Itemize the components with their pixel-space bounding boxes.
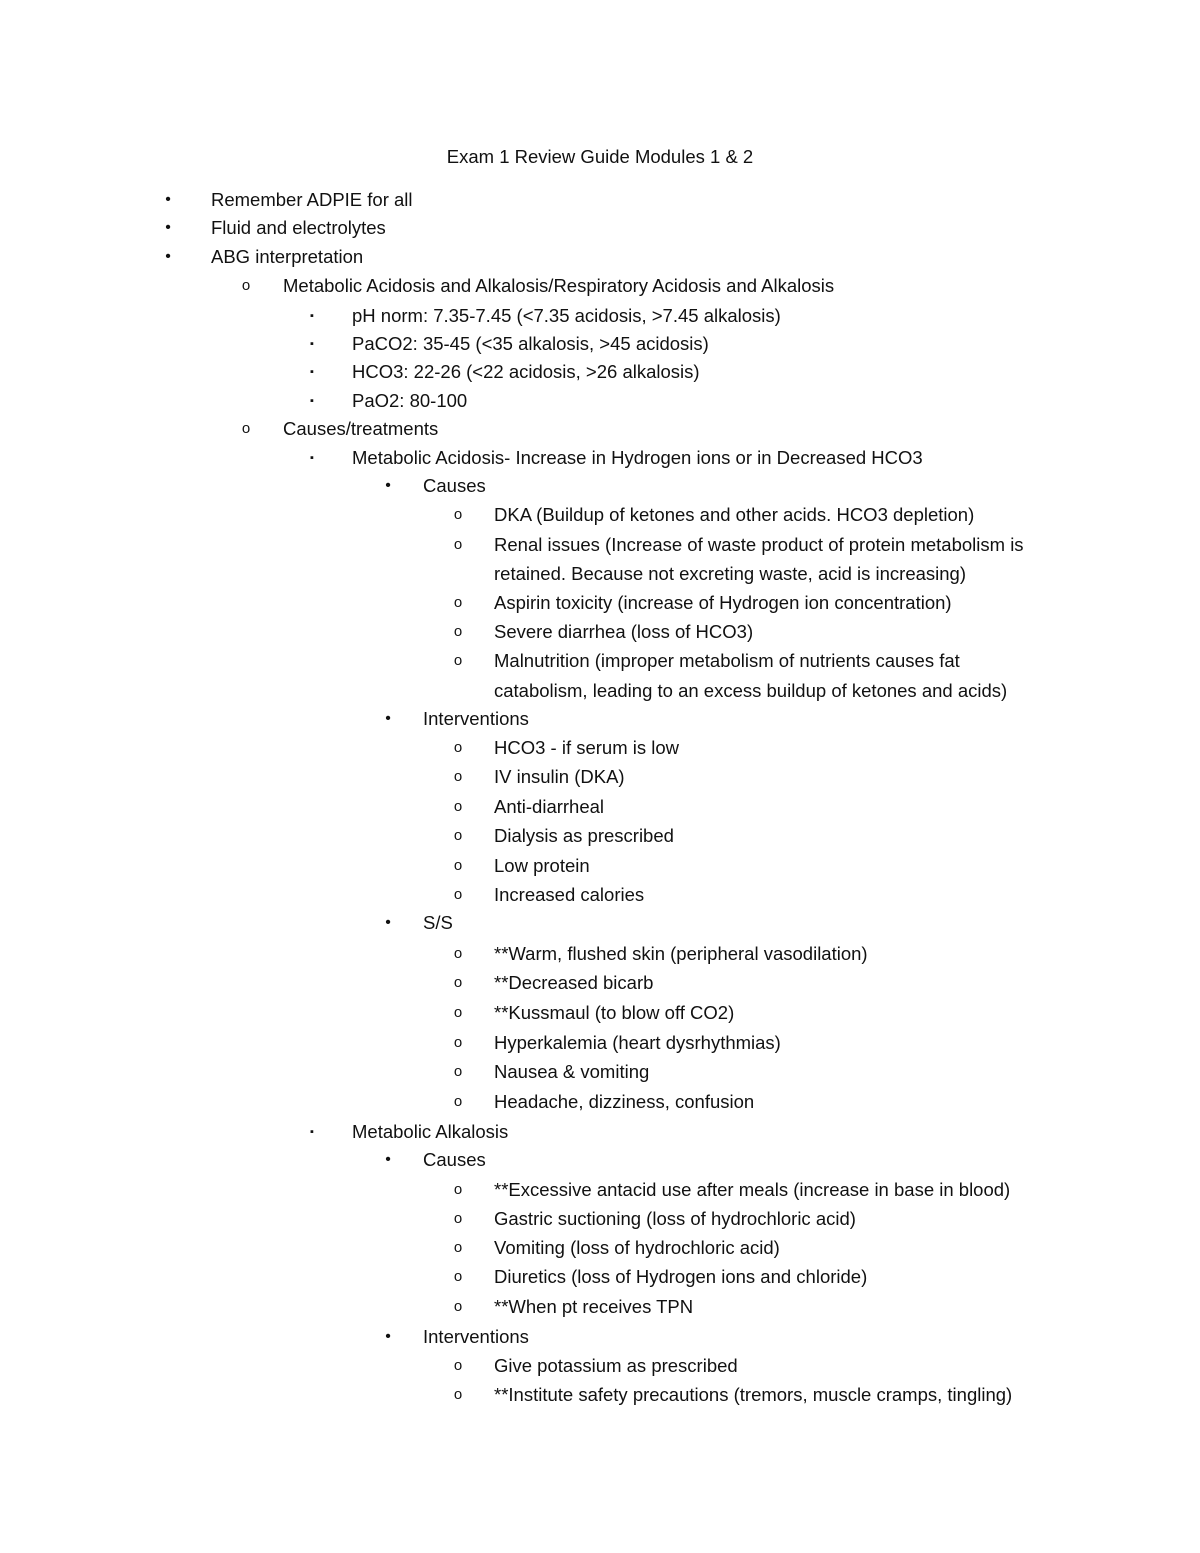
outline-item-text: **Warm, flushed skin (peripheral vasodilation) (494, 943, 868, 964)
bullet-icon: • (165, 219, 171, 236)
outline-item-text: **Institute safety precautions (tremors, muscle cramps, tingling) (494, 1384, 1013, 1405)
bullet-icon: • (385, 1328, 391, 1345)
bullet-icon: o (453, 594, 463, 611)
outline-item-text: HCO3 - if serum is low (494, 737, 680, 758)
outline-item-text: Headache, dizziness, confusion (494, 1091, 755, 1112)
outline-item-text: Interventions (423, 708, 529, 729)
bullet-icon: o (453, 536, 463, 553)
bullet-icon: ▪ (310, 452, 314, 464)
outline-item-text: Severe diarrhea (loss of HCO3) (494, 621, 754, 642)
bullet-icon: o (453, 652, 463, 669)
outline-item-text: Aspirin toxicity (increase of Hydrogen ion concentration) (494, 592, 952, 613)
outline-item-text: Hyperkalemia (heart dysrhythmias) (494, 1032, 781, 1053)
outline-item-text: S/S (423, 912, 453, 933)
bullet-icon: ▪ (310, 338, 314, 350)
bullet-icon: o (453, 886, 463, 903)
outline-item-text: retained. Because not excreting waste, acid is increasing) (494, 563, 967, 584)
bullet-icon: o (453, 1210, 463, 1227)
bullet-icon: • (385, 914, 391, 931)
outline-item-text: **Kussmaul (to blow off CO2) (494, 1002, 735, 1023)
bullet-icon: • (385, 710, 391, 727)
bullet-icon: • (165, 191, 171, 208)
outline-item-text: **Decreased bicarb (494, 972, 654, 993)
bullet-icon: o (453, 1239, 463, 1256)
outline-item-text: Causes (423, 475, 486, 496)
outline-item-text: Give potassium as prescribed (494, 1355, 738, 1376)
bullet-icon: o (453, 1063, 463, 1080)
bullet-icon: o (453, 857, 463, 874)
outline-item-text: HCO3: 22-26 (<22 acidosis, >26 alkalosis) (352, 361, 700, 382)
bullet-icon: o (241, 277, 251, 294)
outline-item-text: ABG interpretation (211, 246, 364, 267)
outline-item-text: Increased calories (494, 884, 645, 905)
bullet-icon: ▪ (310, 366, 314, 378)
outline-item-text: Dialysis as prescribed (494, 825, 674, 846)
document-title: Exam 1 Review Guide Modules 1 & 2 (446, 146, 754, 167)
outline-item-text: Metabolic Alkalosis (352, 1121, 509, 1142)
bullet-icon: o (453, 798, 463, 815)
bullet-icon: o (453, 1181, 463, 1198)
bullet-icon: • (385, 1151, 391, 1168)
outline-item-text: Gastric suctioning (loss of hydrochloric acid) (494, 1208, 856, 1229)
bullet-icon: o (453, 1268, 463, 1285)
outline-item-text: Low protein (494, 855, 590, 876)
bullet-icon: • (385, 477, 391, 494)
outline-item-text: Metabolic Acidosis- Increase in Hydrogen ions or in Decreased HCO3 (352, 447, 923, 468)
outline-item-text: Causes/treatments (283, 418, 439, 439)
bullet-icon: o (453, 1004, 463, 1021)
bullet-icon: o (453, 945, 463, 962)
bullet-icon: o (453, 623, 463, 640)
bullet-icon: ▪ (310, 395, 314, 407)
bullet-icon: ▪ (310, 1126, 314, 1138)
outline-item-text: **When pt receives TPN (494, 1296, 694, 1317)
bullet-icon: o (241, 420, 251, 437)
outline-item-text: catabolism, leading to an excess buildup of ketones and acids) (494, 680, 1008, 701)
bullet-icon: o (453, 1386, 463, 1403)
outline-item-text: Causes (423, 1149, 486, 1170)
bullet-icon: ▪ (310, 310, 314, 322)
bullet-icon: • (165, 248, 171, 265)
outline-item-text: Nausea & vomiting (494, 1061, 650, 1082)
outline-item-text: Remember ADPIE for all (211, 189, 413, 210)
outline-item-text: Diuretics (loss of Hydrogen ions and chloride) (494, 1266, 868, 1287)
outline-item-text: Fluid and electrolytes (211, 217, 386, 238)
bullet-icon: o (453, 974, 463, 991)
outline-item-text: pH norm: 7.35-7.45 (<7.35 acidosis, >7.45 alkalosis) (352, 305, 781, 326)
outline-item-text: **Excessive antacid use after meals (increase in base in blood) (494, 1179, 1011, 1200)
bullet-icon: o (453, 827, 463, 844)
outline-item-text: Metabolic Acidosis and Alkalosis/Respiratory Acidosis and Alkalosis (283, 275, 835, 296)
outline-item-text: Malnutrition (improper metabolism of nutrients causes fat (494, 650, 960, 671)
outline-item-text: Interventions (423, 1326, 529, 1347)
outline-item-text: DKA (Buildup of ketones and other acids. HCO3 depletion) (494, 504, 975, 525)
bullet-icon: o (453, 1298, 463, 1315)
bullet-icon: o (453, 1093, 463, 1110)
bullet-icon: o (453, 1357, 463, 1374)
outline-item-text: Renal issues (Increase of waste product of protein metabolism is (494, 534, 1024, 555)
outline-item-text: Vomiting (loss of hydrochloric acid) (494, 1237, 780, 1258)
bullet-icon: o (453, 1034, 463, 1051)
outline-item-text: PaCO2: 35-45 (<35 alkalosis, >45 acidosis) (352, 333, 709, 354)
bullet-icon: o (453, 739, 463, 756)
outline-item-text: PaO2: 80-100 (352, 390, 468, 411)
outline-item-text: IV insulin (DKA) (494, 766, 625, 787)
outline-item-text: Anti-diarrheal (494, 796, 605, 817)
bullet-icon: o (453, 506, 463, 523)
bullet-icon: o (453, 768, 463, 785)
